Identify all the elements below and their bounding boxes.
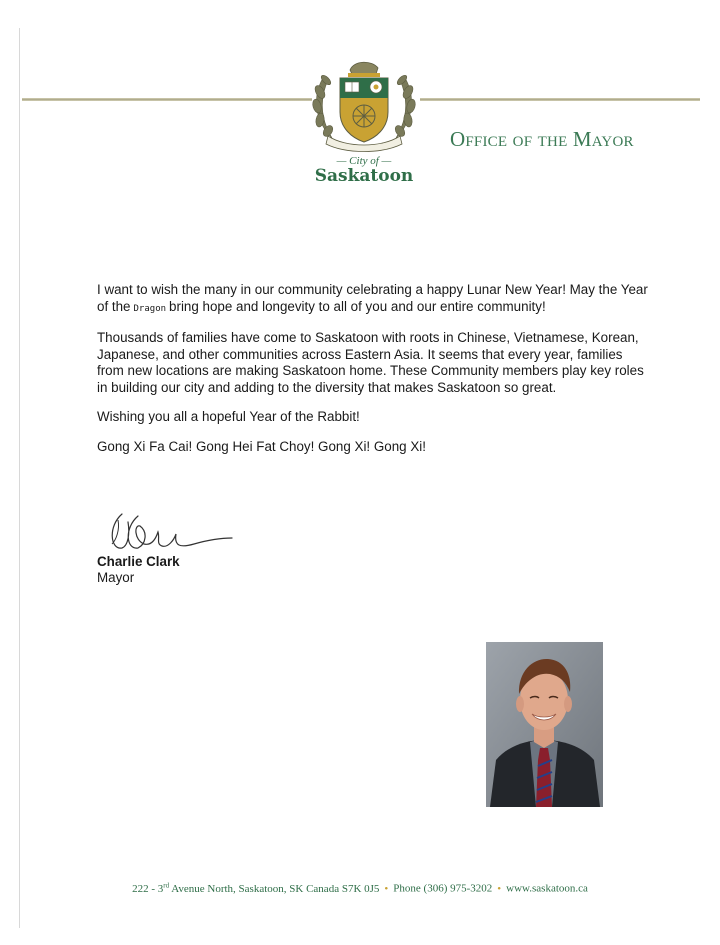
signer-title: Mayor [97,570,135,585]
footer-separator-2: • [497,882,502,895]
paragraph-4: Gong Xi Fa Cai! Gong Hei Fat Choy! Gong Xi! Gong Xi! [97,438,426,454]
office-title: Office of the Mayor [450,127,634,151]
footer-contact [0,881,720,895]
city-name: Saskatoon [314,166,414,186]
inline-year-word: Dragon [133,303,167,314]
city-crest-icon [306,56,422,152]
city-of-label: — City of — [336,155,392,167]
signature-icon [104,504,234,554]
paragraph-1-end: bring hope and longevity to all of you and our entire community! [169,298,546,314]
footer-separator-1: • [384,882,389,895]
footer-address: 222 - 3rd Avenue North, Saskatoon, SK Canada S7K 0J5 [132,881,380,895]
mayor-portrait [486,642,603,807]
letter-body [97,282,652,468]
footer-phone: Phone (306) 975-3202 [393,882,493,895]
footer-website: www.saskatoon.ca [506,882,588,895]
paragraph-1-start: I want to wish the many in our community celebrating a happy Lunar New Year! May the Year of the [97,282,648,314]
paragraph-3: Wishing you all a hopeful Year of the Rabbit! [97,409,360,424]
paragraph-1 [97,282,652,317]
page-edge [19,28,20,928]
signer-name: Charlie Clark [97,554,180,569]
header-rule-left [22,98,312,101]
paragraph-2: Thousands of families have come to Saskatoon with roots in Chinese, Vietnamese, Korean, Japanese, and other communities across Eastern Asia. It seems that every year, families from new locations are making Saskatoon home. These Community members play key roles in building our city and adding to the diversity that makes Saskatoon so great. [97,330,644,395]
header-rule-right [420,98,700,101]
